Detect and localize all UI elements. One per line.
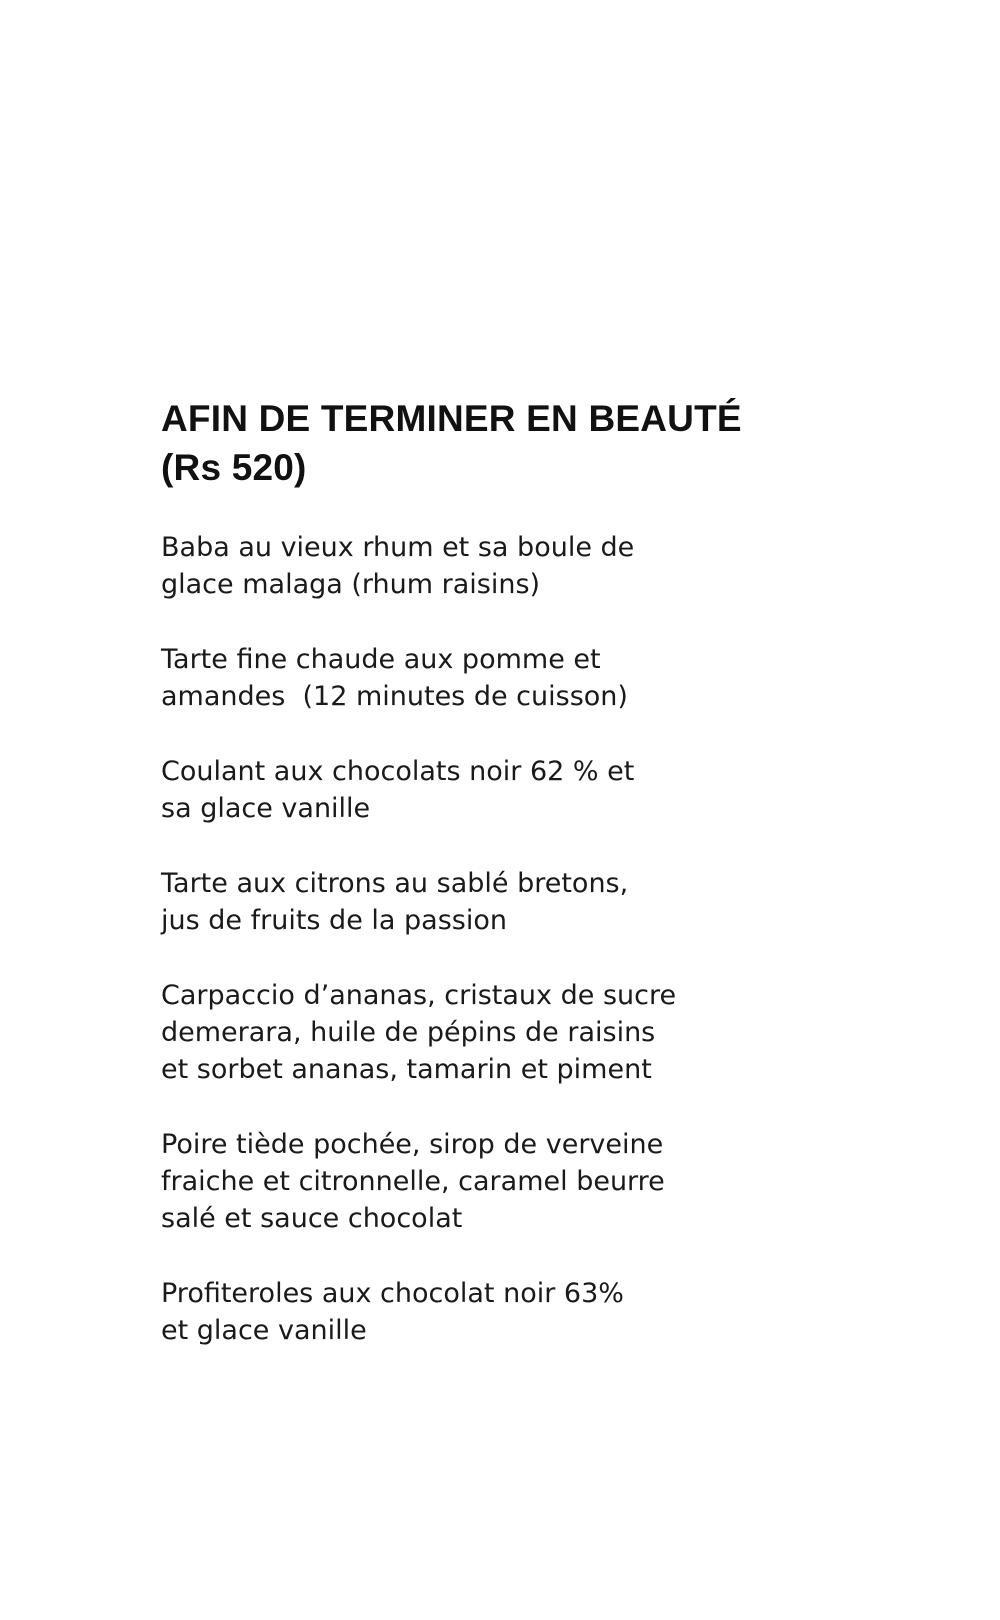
menu-item-line: glace malaga (rhum raisins) bbox=[161, 569, 541, 600]
menu-item-coulant bbox=[161, 753, 861, 827]
menu-title-heading: AFIN DE TERMINER EN BEAUTÉ bbox=[161, 398, 742, 439]
menu-item-line: jus de fruits de la passion bbox=[161, 905, 507, 936]
dessert-list bbox=[161, 529, 861, 1349]
menu-item-line: Tarte aux citrons au sablé bretons, bbox=[161, 868, 629, 899]
menu-item-tarte-pomme bbox=[161, 641, 861, 715]
menu-item-line: sa glace vanille bbox=[161, 793, 371, 824]
menu-item-poire bbox=[161, 1126, 861, 1237]
menu-item-baba bbox=[161, 529, 861, 603]
menu-item-line: salé et sauce chocolat bbox=[161, 1203, 463, 1234]
menu-item-line: Poire tiède pochée, sirop de verveine bbox=[161, 1129, 664, 1160]
menu-item-line: et sorbet ananas, tamarin et piment bbox=[161, 1054, 652, 1085]
menu-item-line: Tarte fine chaude aux pomme et bbox=[161, 644, 601, 675]
menu-item-line: Profiteroles aux chocolat noir 63% bbox=[161, 1278, 624, 1309]
menu-item-line: Carpaccio d’ananas, cristaux de sucre bbox=[161, 980, 677, 1011]
menu-title bbox=[161, 394, 861, 492]
menu-item-line: Coulant aux chocolats noir 62 % et bbox=[161, 756, 635, 787]
menu-item-line: demerara, huile de pépins de raisins bbox=[161, 1017, 656, 1048]
menu-title-price: (Rs 520) bbox=[161, 447, 307, 488]
menu-item-profiteroles bbox=[161, 1275, 861, 1349]
menu-item-line: fraiche et citronnelle, caramel beurre bbox=[161, 1166, 665, 1197]
menu-item-line: et glace vanille bbox=[161, 1315, 367, 1346]
dessert-menu bbox=[161, 394, 861, 1387]
menu-item-carpaccio bbox=[161, 977, 861, 1088]
menu-item-line: Baba au vieux rhum et sa boule de bbox=[161, 532, 635, 563]
menu-item-tarte-citron bbox=[161, 865, 861, 939]
menu-item-line: amandes (12 minutes de cuisson) bbox=[161, 681, 628, 712]
